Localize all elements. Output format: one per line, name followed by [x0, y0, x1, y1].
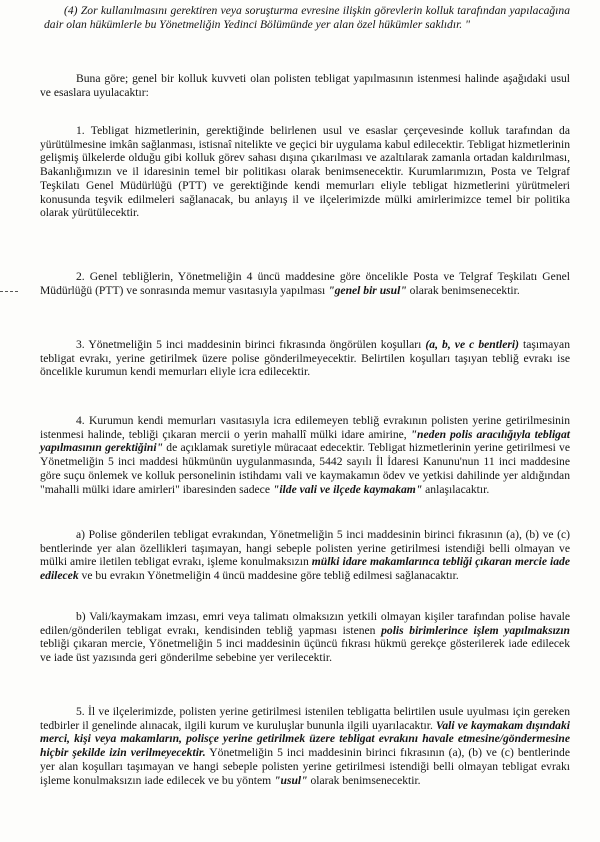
text-run: tebliği çıkaran mercie, Yönetmeliğin 5 inci maddesinin üçüncü fıkrası hükmü gerekçe gösterilerek iade edilecek ve iade üst yazısında geri gönderilme sebebine yer verilecektir.: [40, 637, 570, 665]
emphasis-run: "usul": [274, 773, 308, 787]
emphasis-run: "ilde vali ve ilçede kaymakam": [272, 482, 423, 496]
text-run: anlaşılacaktır.: [422, 482, 490, 496]
text-run: olarak benimsenecektir.: [406, 283, 520, 297]
emphasis-run: "neden polis aracılığıyla tebligat yapılmasının gerektiğini": [40, 427, 570, 455]
text-run: taşımayan tebligat evrakı, yerine getirilmek üzere polise gönderilmeyecektir. Belirtilen koşulları taşıyan tebliğ evrakı ise öncelikle kurumun kendi memurları eliyle icra edilecektir.: [40, 338, 571, 379]
intro-paragraph: [40, 72, 570, 99]
text-run: Yönetmeliğin 5 inci maddesinin birinci fıkrasının (a), (b) ve (c) bentlerinde yer alan koşulları taşımayan ve hangi sebeple polisten yerine getirilmesi istendiği belli olmayan tebligat evrakı işleme konulmaksızın iade edilecek ve bu yöntem: [40, 746, 570, 787]
item-4b-paragraph: [40, 610, 570, 665]
emphasis-run: Vali ve kaymakam dışındaki merci, kişi veya makamların, polisçe yerine getirilmek üzere tebligat evrakını havale etmesine/göndermesine hiçbir şekilde izin verilmeyecektir.: [40, 718, 570, 760]
item-4a-paragraph: [40, 528, 570, 583]
emphasis-run: "genel bir usul": [328, 283, 407, 297]
item-2-paragraph: [40, 270, 570, 297]
text-run: 3. Yönetmeliğin 5 inci maddesinin birinci fıkrasında öngörülen koşulları: [76, 338, 426, 351]
text-run: 4. Kurumun kendi memurları vasıtasıyla icra edilemeyen tebliğ evrakının polisten yerine getirilmesinin istenmesi halinde, tebliği çıkaran mercii o yerin mahallî mülki idare amirine,: [40, 414, 570, 441]
text-run: 2. Genel tebliğlerin, Yönetmeliğin 4 üncü maddesine göre öncelikle Posta ve Telgraf Teşkilatı Genel Müdürlüğü (PTT) ve sonrasında memur vasıtasıyla yapılması: [40, 270, 570, 297]
text-run: b) Vali/kaymakam imzası, emri veya talimatı olmaksızın yetkili olmayan kişiler tarafından polise havale edilen/gönderilen tebligat evrakı, kendisinden tebliğ yapması istenen: [40, 610, 570, 637]
item-5-paragraph: [40, 705, 570, 787]
item-1-paragraph: [40, 124, 570, 220]
text-run: a) Polise gönderilen tebligat evrakından, Yönetmeliğin 5 inci maddesinin birinci fıkrasının (a), (b) ve (c) bentlerinde yer alan özellikleri taşımayan, hangi sebeple polisten yerine getirilmesi istendiği belli olmayan ve mülki amire iletilen tebligat evrakı, işleme konulmaksızın: [40, 528, 570, 569]
text-run: Buna göre; genel bir kolluk kuvveti olan polisten tebligat yapılmasının istenmesi halinde aşağıdaki usul ve esaslara uyulacaktır:: [40, 72, 570, 99]
text-run: de açıklamak suretiyle müracaat edecektir. Tebligat hizmetlerinin yerine getirilmesi ve Yönetmeliğin 5 inci maddesi hükmünün uygulanmasında, 5442 sayılı İl İdaresi Kanunu'nun 11 inci maddesine göre suçu önlemek ve kolluk personelinin istihdamı vali ve kaymakamın ödev ve yetkisi dahilinde yer aldığından "mahalli mülki idare amirleri" ibaresinden sadece: [40, 441, 570, 496]
item-3-paragraph: [40, 338, 570, 379]
emphasis-run: mülki idare makamlarınca tebliği çıkaran mercie iade edilecek: [40, 555, 570, 583]
item-4-paragraph: [40, 414, 570, 496]
text-run: ve bu evrakın Yönetmeliğin 4 üncü maddesine göre tebliğ edilmesi sağlanacaktır.: [78, 569, 459, 583]
emphasis-run: polis birimlerince işlem yapılmaksızın: [381, 623, 570, 637]
text-run: 1. Tebligat hizmetlerinin, gerektiğinde belirlenen usul ve esaslar çerçevesinde kolluk tarafından da yürütülmesine imkân sağlanması, istisnaî nitelikte ve geçici bir uygulama kabul edilecektir. Tebligat hizmetlerinin gelişmiş ülkelerde olduğu gibi kolluk görev sahası dışına çıkarılması ve azaltılarak zamanla ortadan kaldırılması, Bakanlığımızın ve il idaresinin temel bir politikası olarak benimsenecektir. Kurumlarımızın, Posta ve Telgraf Teşkilatı Genel Müdürlüğü (PTT) ve gerektiğinde kendi memurları eliyle tebligat hizmetlerini yürütmeleri konusunda teşvik edilmeleri sağlanacak, bu anlayış il ve ilçelerimizde mülki amirlerimizce temel bir politika olarak yürütülecektir.: [40, 124, 570, 220]
regulation-quote-paragraph: [44, 4, 570, 31]
text-run: olarak benimsenecektir.: [307, 773, 421, 787]
text-run: 5. İl ve ilçelerimizde, polisten yerine getirilmesi istenilen tebligatta belirtilen usule uyulması için gereken tedbirler il genelinde alınacak, ilgili kurum ve kuruluşlar bununla ilgili uyarılacaktır.: [40, 705, 570, 732]
text-run: (4) Zor kullanılmasını gerektiren veya soruşturma evresine ilişkin görevlerin kolluk tarafından yapılacağına dair olan hükümlerle bu Yönetmeliğin Yedinci Bölümünde yer alan özel hükümler saklıdır. ": [44, 4, 570, 31]
emphasis-run: (a, b, ve c bentleri): [425, 338, 519, 351]
scan-artifact-line: [0, 291, 18, 292]
